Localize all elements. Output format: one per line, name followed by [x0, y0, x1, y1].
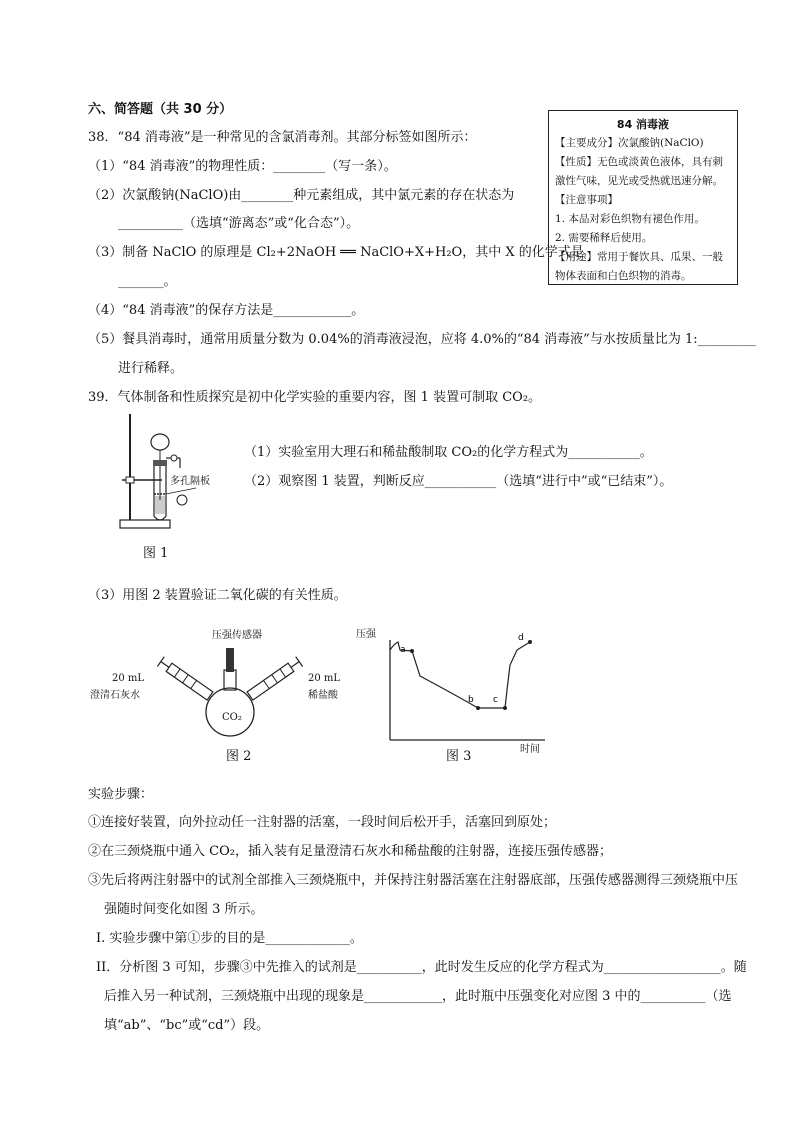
label-line: 物体表面和白色织物的消毒。	[555, 270, 692, 282]
label-line: 【注意事项】	[555, 194, 618, 206]
question-ii-line2: 后推入另一种试剂，三颈烧瓶中出现的现象是____________，此时瓶中压强变化对应图 3 中的__________（选	[104, 989, 732, 1004]
figure2-apparatus	[140, 640, 320, 740]
figure3-label-c: c	[493, 695, 498, 705]
step-2: ②在三颈烧瓶中通入 CO₂，插入装有足量澄清石灰水和稀盐酸的注射器，连接压强传感器；	[88, 844, 612, 859]
figure3-point-b	[476, 706, 480, 710]
step-3-line1: ③先后将两注射器中的试剂全部推入三颈烧瓶中，并保持注射器活塞在注射器底部，压强传感器测得三颈烧瓶中压	[88, 873, 739, 888]
figure3-y-label: 压强	[356, 629, 376, 640]
figure2-left-volume: 20 mL	[112, 673, 145, 684]
q38-intro: 38．“84 消毒液”是一种常见的含氯消毒剂。其部分标签如图所示：	[88, 130, 477, 145]
label-box-title: 84 消毒液	[616, 118, 670, 131]
figure3-point-d	[528, 640, 532, 644]
figure3-label-b: b	[468, 695, 474, 705]
figure1-plate-label: 多孔隔板	[170, 476, 210, 487]
figure2-right-volume: 20 mL	[308, 673, 341, 684]
label-line: 1. 本品对彩色织物有褪色作用。	[555, 213, 705, 225]
label-line: 【主要成分】次氯酸钠(NaClO)	[555, 137, 704, 149]
figure2-sensor-label: 压强传感器	[212, 630, 262, 641]
question-i: I. 实验步骤中第①步的目的是_____________。	[96, 931, 363, 946]
label-line: 【性质】无色或淡黄色液体，具有刺	[555, 156, 723, 168]
steps-title: 实验步骤：	[88, 787, 154, 802]
figure3-label-d: d	[518, 633, 524, 643]
q38-part3-line2: _______。	[118, 274, 177, 289]
q39-part2: （2）观察图 1 装置，判断反应___________（选填“进行中”或“已结束”）。	[244, 474, 673, 489]
q38-part1: （1）“84 消毒液”的物理性质：________（写一条）。	[88, 159, 397, 174]
q38-part3-line1: （3）制备 NaClO 的原理是 Cl₂+2NaOH ══ NaClO+X+H₂O，其中 X 的化学式是	[88, 245, 584, 260]
q39-part3: （3）用图 2 装置验证二氧化碳的有关性质。	[88, 588, 347, 603]
label-line: 激性气味，见光或受热就迅速分解。	[555, 175, 723, 187]
figure2-flask-gas: CO₂	[222, 712, 242, 723]
q39-part1: （1）实验室用大理石和稀盐酸制取 CO₂的化学方程式为___________。	[244, 445, 653, 460]
label-line: 2. 需要稀释后使用。	[555, 232, 653, 244]
q38-part2-line2: __________（选填“游离态”或“化合态”）。	[118, 216, 360, 231]
q38-part5-line1: （5）餐具消毒时，通常用质量分数为 0.04%的消毒液浸泡，应将 4.0%的“84 消毒液”与水按质量比为 1:_________	[88, 332, 757, 347]
figure3-point-a	[410, 649, 414, 653]
figure2-caption: 图 2	[226, 749, 252, 764]
figure2-right-liquid: 稀盐酸	[308, 690, 338, 701]
q38-part4: （4）“84 消毒液”的保存方法是____________。	[88, 303, 365, 318]
figure1-caption: 图 1	[143, 546, 169, 561]
figure3-caption: 图 3	[446, 749, 472, 764]
figure2-left-liquid: 澄清石灰水	[90, 690, 140, 701]
step-1: ①连接好装置，向外拉动任一注射器的活塞，一段时间后松开手，活塞回到原处；	[88, 815, 557, 830]
label-line: 【用途】常用于餐饮具、瓜果、一般	[555, 251, 723, 263]
figure3-point-c	[503, 706, 507, 710]
q38-part2-line1: （2）次氯酸钠(NaClO)由________种元素组成，其中氯元素的存在状态为	[88, 188, 515, 203]
section-title: 六、简答题（共 30 分）	[88, 102, 233, 117]
question-ii-line3: 填“ab”、“bc”或“cd”）段。	[104, 1018, 270, 1033]
q38-part5-line2: 进行稀释。	[118, 361, 184, 376]
question-ii-line1: II．分析图 3 可知，步骤③中先推入的试剂是__________，此时发生反应的化学方程式为__________________。随	[96, 960, 747, 975]
q39-intro: 39．气体制备和性质探究是初中化学实验的重要内容，图 1 装置可制取 CO₂。	[88, 390, 542, 405]
figure3-graph	[360, 620, 560, 748]
figure3-label-a: a	[400, 645, 406, 655]
step-3-line2: 强随时间变化如图 3 所示。	[104, 902, 264, 917]
figure3-x-label: 时间	[520, 744, 540, 755]
